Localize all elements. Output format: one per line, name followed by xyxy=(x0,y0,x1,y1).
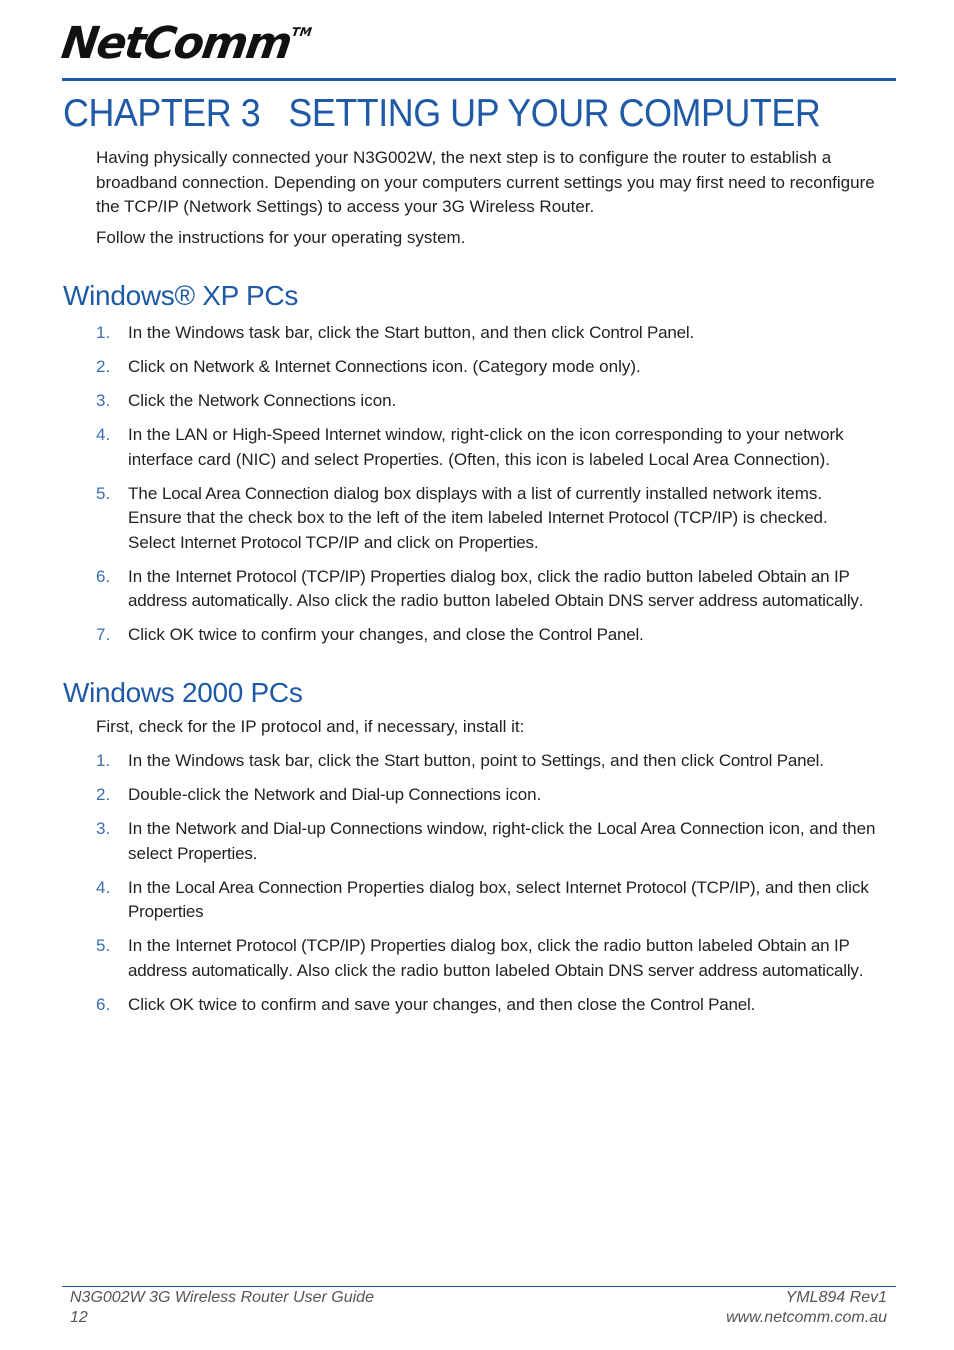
step-text: In the Windows task bar, click the xyxy=(128,323,385,342)
ui-term: Start xyxy=(384,323,419,342)
step-text: . xyxy=(858,591,864,610)
step-text: In the xyxy=(128,819,176,838)
ui-term: Internet Protocol (TCP/IP) Properties xyxy=(175,566,446,586)
footer-right xyxy=(726,1288,887,1328)
ui-term: Properties xyxy=(128,902,204,921)
intro-instruction: Follow the instructions for your operating system. xyxy=(96,228,466,247)
step-text: dialog box, click the radio button labeled xyxy=(445,566,758,586)
step-text: dialog box displays with a list of currently installed network items. Ensure that the check box to the left of the item labeled xyxy=(128,483,823,527)
ui-term: Start xyxy=(384,751,419,770)
ui-term: Network Connections xyxy=(197,391,356,410)
step-text: window, right-click on the icon corresponding to your network interface card (NIC) and select xyxy=(128,425,844,469)
ui-term: Control Panel xyxy=(589,323,690,342)
section-heading-2000: Windows 2000 PCs xyxy=(63,677,303,708)
ui-term: High-Speed Internet xyxy=(232,425,381,444)
list-item xyxy=(96,817,876,866)
step-text: Click xyxy=(128,994,170,1014)
ui-term: Network & Internet Connections xyxy=(193,357,428,376)
step-text: Properties dialog box, select xyxy=(342,877,566,897)
logo-text: NetComm xyxy=(58,18,294,69)
step-text: Click xyxy=(128,625,170,644)
chapter-title xyxy=(63,92,820,136)
list-item xyxy=(96,749,876,774)
step-text: twice to confirm your changes, and close the xyxy=(193,625,539,644)
xp-steps-list xyxy=(96,321,876,657)
step-number: 2. xyxy=(96,785,111,804)
step-text: . xyxy=(639,625,644,644)
step-text: In the xyxy=(128,877,176,897)
ui-term: Control Panel xyxy=(538,625,640,644)
ui-term: Network and Dial-up Connections xyxy=(175,819,423,838)
step-text: button, and then click xyxy=(418,323,590,342)
footer-guide-title: N3G002W 3G Wireless Router User Guide xyxy=(70,1289,374,1306)
header-rule xyxy=(62,78,896,81)
step-text: is checked. Select xyxy=(128,508,828,552)
step-number: 1. xyxy=(96,323,111,342)
step-text: , and then click xyxy=(755,877,869,897)
ui-term: OK xyxy=(169,994,194,1014)
step-text: window, right-click the xyxy=(422,819,598,838)
ui-term: Properties xyxy=(177,843,253,863)
step-text: icon. xyxy=(500,785,542,804)
step-text: . xyxy=(750,994,756,1014)
section-heading-xp: Windows® XP PCs xyxy=(63,280,299,311)
list-item xyxy=(96,934,876,983)
ui-term: Obtain an IP address automatically xyxy=(128,566,850,610)
step-text: The xyxy=(128,483,163,503)
ui-term: Local Area Connection xyxy=(175,877,343,897)
ui-term: Obtain DNS server address automatically xyxy=(554,591,859,610)
ui-term: Internet Protocol (TCP/IP) xyxy=(547,508,738,527)
step-text: . Also click the radio button labeled xyxy=(288,591,555,610)
step-number: 2. xyxy=(96,357,111,376)
step-text: In the xyxy=(128,425,176,444)
step-number: 1. xyxy=(96,751,111,770)
step-text: icon, and then select xyxy=(128,819,876,863)
step-text: In the xyxy=(128,566,176,586)
step-text: . xyxy=(689,323,695,342)
ui-term: Internet Protocol TCP/IP xyxy=(179,532,360,552)
list-item xyxy=(96,993,876,1018)
step-text: or xyxy=(207,425,233,444)
step-text: . xyxy=(533,532,539,552)
trademark-mark: TM xyxy=(290,25,313,39)
footer-url: www.netcomm.com.au xyxy=(726,1309,887,1326)
step-text: icon. xyxy=(355,391,397,410)
step-text: button, point to xyxy=(418,751,541,770)
list-item xyxy=(96,423,876,472)
step-number: 6. xyxy=(96,994,111,1014)
step-number: 6. xyxy=(96,566,111,586)
ui-term: Properties xyxy=(363,449,439,469)
ui-term: Internet Protocol (TCP/IP) xyxy=(565,877,756,897)
step-number: 7. xyxy=(96,625,111,644)
chapter-number: CHAPTER 3 xyxy=(63,92,261,135)
ui-term: Obtain an IP address automatically xyxy=(128,936,850,980)
ui-term: Network and Dial-up Connections xyxy=(253,785,501,804)
step-text: twice to confirm and save your changes, and then close the xyxy=(193,994,651,1014)
ui-term: OK xyxy=(169,625,194,644)
step-text: . xyxy=(252,843,258,863)
list-item xyxy=(96,623,876,648)
list-item xyxy=(96,355,876,380)
step-text: and click on xyxy=(359,532,459,552)
ui-term: Local Area Connection xyxy=(162,483,329,503)
step-number: 5. xyxy=(96,936,111,955)
step-number: 5. xyxy=(96,483,111,503)
footer-left xyxy=(70,1288,374,1328)
footer-page-number: 12 xyxy=(70,1309,88,1326)
step-text: , and then click xyxy=(600,751,719,770)
list-item xyxy=(96,783,876,808)
step-text: . (Often, this icon is labeled Local Area Connection). xyxy=(438,449,830,469)
ui-term: Control Panel xyxy=(650,994,751,1014)
step-number: 3. xyxy=(96,819,111,838)
step-number: 3. xyxy=(96,391,111,410)
list-item xyxy=(96,876,876,925)
step-number: 4. xyxy=(96,877,111,897)
list-item xyxy=(96,389,876,414)
ui-term: Control Panel xyxy=(718,751,820,770)
footer-rule xyxy=(62,1286,896,1287)
intro-paragraph: Having physically connected your N3G002W, the next step is to configure the router to establish a broadband connection. Depending on your computers current settings you may first need to reconfigure the TCP/IP (Network Settings) to access your 3G Wireless Router. xyxy=(96,148,875,216)
list-item xyxy=(96,321,876,346)
step-text: Click the xyxy=(128,391,198,410)
step-text: Click on xyxy=(128,357,194,376)
netcomm-logo xyxy=(58,18,313,69)
step-text: . Also click the radio button labeled xyxy=(288,960,555,980)
ui-term: Properties xyxy=(458,532,534,552)
step-number: 4. xyxy=(96,425,111,444)
footer-revision: YML894 Rev1 xyxy=(785,1289,887,1306)
step-text: icon. (Category mode only). xyxy=(427,357,641,376)
w2000-steps-list xyxy=(96,749,876,1027)
step-text: . xyxy=(819,751,824,770)
list-item xyxy=(96,565,876,614)
step-text: In the Windows task bar, click the xyxy=(128,751,385,770)
ui-term: Obtain DNS server address automatically xyxy=(554,960,859,980)
w2000-intro: First, check for the IP protocol and, if necessary, install it: xyxy=(96,717,525,736)
chapter-name: SETTING UP YOUR COMPUTER xyxy=(288,92,821,135)
ui-term: Internet Protocol (TCP/IP) Properties xyxy=(175,936,446,955)
ui-term: Settings xyxy=(540,751,601,770)
step-text: Double-click the xyxy=(128,785,254,804)
step-text: In the xyxy=(128,936,176,955)
ui-term: LAN xyxy=(175,425,208,444)
ui-term: Local Area Connection xyxy=(597,819,764,838)
step-text: dialog box, click the radio button labeled xyxy=(445,936,758,955)
list-item xyxy=(96,482,876,556)
step-text: . xyxy=(858,960,864,980)
